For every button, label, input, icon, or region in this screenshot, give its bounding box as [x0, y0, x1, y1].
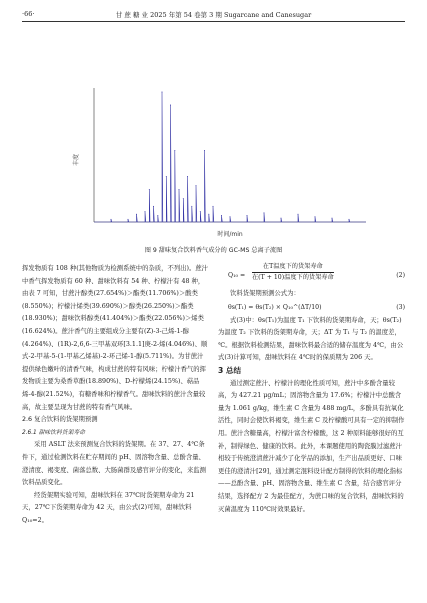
peak-point	[153, 206, 154, 207]
left-column	[22, 263, 209, 527]
peak-point	[200, 211, 201, 212]
peak-point	[145, 211, 146, 212]
tic-trace	[94, 92, 366, 222]
peak-point	[208, 214, 209, 215]
equation-2-numerator: 在T温度下的货架寿命	[252, 262, 334, 273]
section-heading-3: 3 总结	[218, 365, 242, 375]
peak-point	[183, 198, 184, 199]
section-heading-2-6: 2.6 复合饮料的货架期预测	[22, 416, 98, 424]
equation-3	[218, 301, 405, 315]
peak-point	[157, 215, 158, 216]
left-paragraph-3: 经货架期实验可知，甜味饮料在 37℃时货架期寿命为 21 天，27℃下货架期寿命为 42 天，由公式(2)可知，甜味饮料 Q₁₀=2。	[22, 491, 195, 524]
peak-point	[204, 150, 205, 151]
peak-point	[196, 185, 197, 186]
journal-title: 甘 蔗 糖 业 2025 年第 54 卷第 3 期 Sugarcane and Canesugar	[115, 11, 312, 19]
peak-point	[349, 219, 350, 220]
equation-3-body: θs(T₁) = θs(T₂) × Q₁₀^(ΔT/10)	[228, 303, 322, 311]
peak-point	[298, 214, 299, 215]
x-axis-label: 时间/min	[217, 231, 243, 238]
equation-3-number: (3)	[396, 303, 405, 311]
peak-point	[247, 215, 248, 216]
peak-point	[315, 216, 316, 217]
peak-point	[149, 189, 150, 190]
peak-point	[191, 206, 192, 207]
right-column	[218, 262, 405, 516]
peak-point	[170, 105, 171, 106]
right-paragraph-3: 通过测定蔗汁、柠檬汁的理化性质可知，蔗汁中多酚含量较高，为 427.21 μg/mL；固溶物含量为 17.6%；柠檬汁中总酸含量为 1.061 g/kg，维生素 C 含量为 488 mg/L，多酚具有抗氧化活性，同时会使饮料褐变，维生素 C 及柠檬酸可具有一定的抑制作用。蔗汁含糖量高，柠檬汁富含柠檬酸，这 2 种原料能够很好的互补，制得绿色、健康的饮料。此外，本课题使用的陶瓷膜过滤蔗汁相较于传统澄清蔗汁减少了化学品的添加，生产出品质更好、口味更佳的澄清汁[29]，通过测定混料设计配方制得的饮料的理化指标——总酚含量、pH、固溶物含量、维生素 C 含量，结合感官评分结果，选择配方 2 为最佳配方，为蔗口味的复合饮料，甜味饮料的灭菌温度为 110℃时效果最好。	[218, 379, 405, 513]
peak-point	[213, 206, 214, 207]
page-header	[22, 8, 405, 20]
peak-point	[162, 92, 163, 93]
chromatogram-chart	[60, 84, 380, 240]
left-paragraph-2: 采用 ASLT 法来预测复合饮料的货架期。在 37、27、4℃条件下，通过检测饮料在贮存期间的 pH、固溶物含量、总酚含量、澄清度、褐变度、菌落总数、大肠菌群及感官评分的变化，来监测饮料品质变化。	[22, 441, 206, 487]
peak-point	[264, 212, 265, 213]
peak-point	[111, 219, 112, 220]
equation-2-fraction	[252, 262, 334, 283]
peak-point	[281, 218, 282, 219]
left-paragraph-1: 挥发物质有 108 种(其他物质为检测系统中的杂质，不列出)。蔗汁中香气挥发物质有 60 种、甜味饮料有 54 种、柠檬汁有 48 种，由表 7 可知，甘蔗汁醇类(27.654%)＞酯类(11.706%)＞酸类(8.550%)；柠檬汁烯类(39.690%)＞醇类(26.250%)＞酯类(18.930%)；甜味饮料醇类(41.404%)＞酯类(22.056%)＞烯类(16.624%)。蔗汁香气的主要组成分主要有(Z)-3-己烯-1-醇(4.264%)、(1R)-2,6,6-三甲基双环[3.1.1]庚-2-烯(4.046%)、顺式-2-甲基-5-(1-甲基乙烯基)-2-环己烯-1-醇(5.711%)。为甘蔗汁提供绿色嫩叶的清香气味，构成甘蔗的特有风味；柠檬汁香气的挥发物质主要为桑香草酚(18.890%)、D-柠檬烯(24.15%)、萜品烯-4-醇(21.52%)，有糖香味和柠檬香气。甜味饮料的蔗汁含量较高，故主要呈现为甘蔗的特有香气风味。	[22, 265, 209, 411]
peak-point	[166, 176, 167, 177]
peak-point	[179, 189, 180, 190]
peak-point	[187, 176, 188, 177]
equation-2-lhs: Q₁₀ =	[228, 272, 246, 279]
equation-2-denominator: 在(T + 10)温度下的货架寿命	[252, 274, 334, 281]
right-paragraph-2: 式(3)中：θs(T₁)为温度 T₁ 下饮料的货架期寿命，天；θs(T₂)为温度 T₂ 下饮料的货架期寿命，天；ΔT 为 T₁ 与 T₂ 的温度差，℃。根据饮料检测结果，甜味饮料最合适的储存温度为 4℃，由公式(3)计算可知，甜味饮料在 4℃时的保质期为 206 天。	[218, 316, 404, 362]
figure-caption: 图 9 甜味复合饮料香气成分的 GC-MS 总离子流图	[144, 247, 283, 254]
peak-point	[221, 215, 222, 216]
section-heading-2-6-1: 2.6.1 甜味饮料货架寿命	[22, 429, 85, 436]
peak-point	[230, 216, 231, 217]
page-number: ·66·	[22, 10, 35, 18]
header-rule	[22, 21, 405, 22]
equation-2-number: (2)	[396, 272, 405, 279]
right-paragraph-1: 饮料货架期预测公式为：	[230, 290, 300, 297]
y-axis-label: 丰度	[73, 153, 80, 167]
chromatogram-figure	[60, 84, 380, 240]
equation-2	[218, 262, 405, 288]
peak-point	[174, 150, 175, 151]
peak-point	[136, 214, 137, 215]
peak-point	[128, 219, 129, 220]
peak-point	[332, 218, 333, 219]
